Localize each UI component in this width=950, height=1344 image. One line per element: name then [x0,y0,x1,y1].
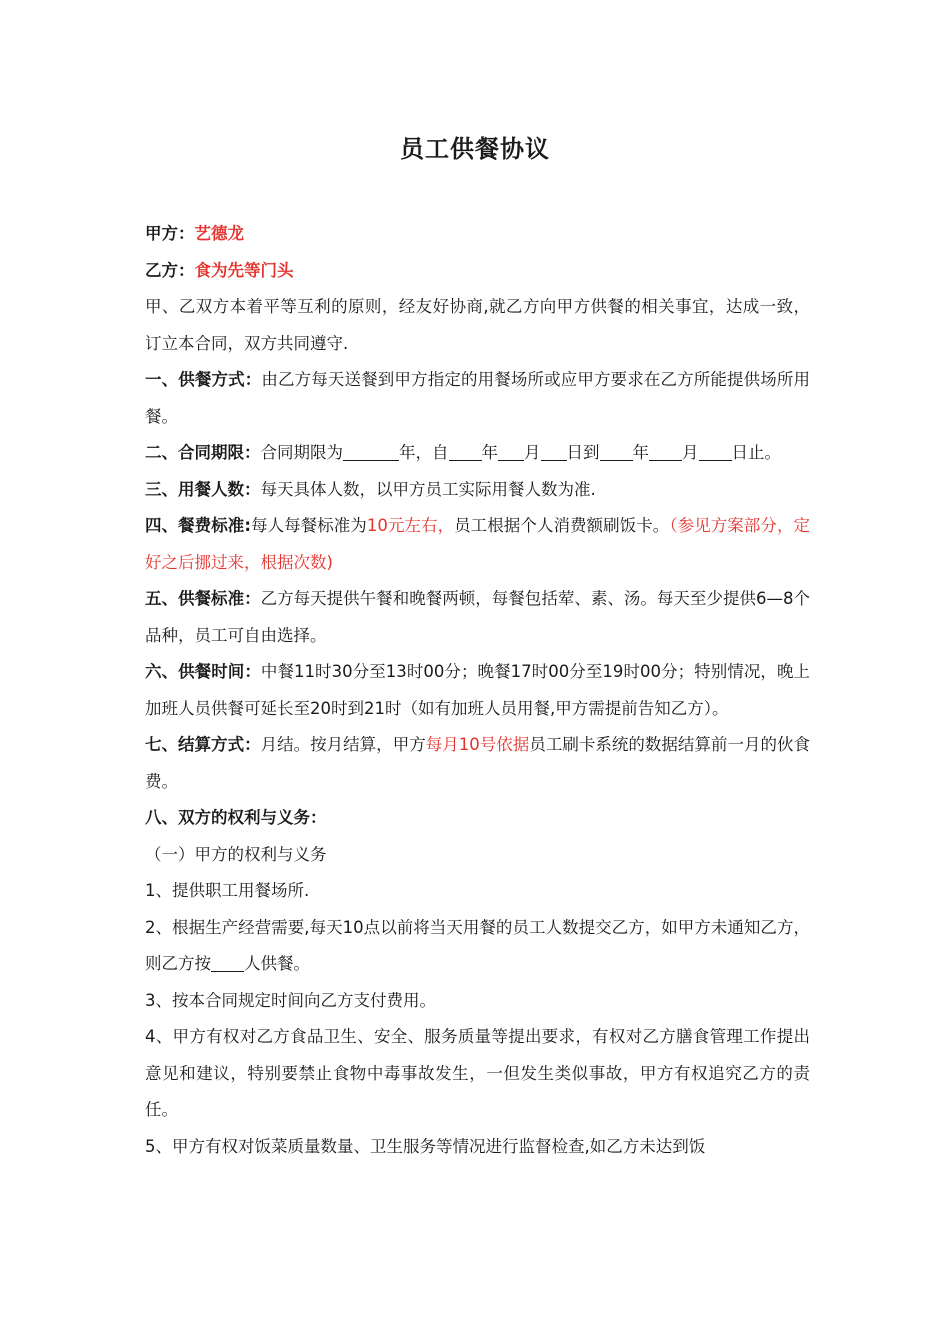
section-5 [145,581,810,654]
blank-end-day [699,442,732,461]
party-a-line [145,216,810,253]
section-7-text: 员工刷卡系统的数据结算前一月的伙食费。 [145,735,811,791]
document-title: 员工供餐协议 [400,135,550,163]
list-item-5: 5、甲方有权对饭菜质量数量、卫生服务等情况进行监督检查,如乙方未达到饭 [145,1136,706,1156]
list-item-2 [145,910,810,983]
section-5-text: 乙方每天提供午餐和晚餐两顿，每餐包括荤、素、汤。每天至少提供6—8个品种，员工可自由选择。 [145,589,810,645]
intro-paragraph: 甲、乙双方本着平等互利的原则，经友好协商,就乙方向甲方供餐的相关事宜，达成一致，订立本合同，双方共同遵守. [145,297,810,353]
document-body [145,216,810,1165]
section-7 [145,727,810,800]
section-4-heading: 四、餐费标准: [145,516,251,535]
party-b-name: 食为先等门头 [194,260,294,280]
party-b-line [145,253,810,290]
section-1-heading: 一、供餐方式： [145,370,262,389]
section-7-text: 月结。按月结算，甲方 [260,735,426,754]
section-8-heading: 八、双方的权利与义务： [145,808,327,827]
section-7-heading: 七、结算方式： [145,735,261,754]
section-2-text: 年，自 [399,443,449,462]
section-4-text: 员工根据个人消费额刷饭卡。 [454,516,670,535]
section-2-text: 年 [632,443,649,462]
section-2-text: 月 [682,443,699,462]
section-6 [145,654,810,727]
section-3-heading: 三、用餐人数： [145,479,261,499]
blank-end-year [600,442,633,461]
section-4-price-note: 10元左右， [366,516,455,535]
list-item-2-text: 2、根据生产经营需要,每天10点以前将当天用餐的员工人数提交乙方，如甲方未通知乙方，则乙方按 [145,917,810,973]
party-a-label: 甲方： [145,224,195,243]
section-6-heading: 六、供餐时间： [145,662,261,681]
section-3-text: 每天具体人数，以甲方员工实际用餐人数为准. [260,479,596,499]
section-1-text: 由乙方每天送餐到甲方指定的用餐场所或应甲方要求在乙方所能提供场所用餐。 [145,370,811,426]
section-4 [145,508,810,581]
section-6-text: 中餐11时30分至13时00分；晚餐17时00分至19时00分；特别情况，晚上加班人员供餐可延长至20时到21时（如有加班人员用餐,甲方需提前告知乙方）。 [145,662,811,718]
section-5-heading: 五、供餐标准： [145,589,261,608]
subsection-party-a: （一）甲方的权利与义务 [145,844,327,864]
blank-start-year [449,442,482,461]
list-item-3: 3、按本合同规定时间向乙方支付费用。 [145,990,436,1010]
party-b-label: 乙方： [145,260,195,280]
section-4-remark: （参见方案部分，定好之后挪过来，根据次数) [145,516,811,572]
section-2-text: 合同期限为 [260,443,343,462]
blank-start-day [541,442,567,461]
blank-term-years [343,442,399,461]
blank-default-headcount [211,953,244,972]
section-4-text: 每人每餐标准为 [250,516,367,535]
section-2-text: 年 [481,443,498,462]
section-3 [145,472,810,509]
blank-end-month [649,442,682,461]
section-2-heading: 二、合同期限： [145,443,261,462]
party-a-name: 艺德龙 [194,224,244,243]
blank-start-month [498,442,524,461]
list-item-1: 1、提供职工用餐场所. [145,881,310,900]
section-2 [145,435,810,472]
section-2-text: 日到 [566,443,600,462]
section-2-text: 日止。 [731,443,781,462]
section-7-highlight: 每月10号依据 [425,735,530,754]
list-item-2-text: 人供餐。 [244,954,310,973]
list-item-4: 4、甲方有权对乙方食品卫生、安全、服务质量等提出要求，有权对乙方膳食管理工作提出意见和建议，特别要禁止食物中毒事故发生，一但发生类似事故，甲方有权追究乙方的责任。 [145,1027,810,1119]
section-2-text: 月 [524,443,541,462]
section-1 [145,362,810,435]
